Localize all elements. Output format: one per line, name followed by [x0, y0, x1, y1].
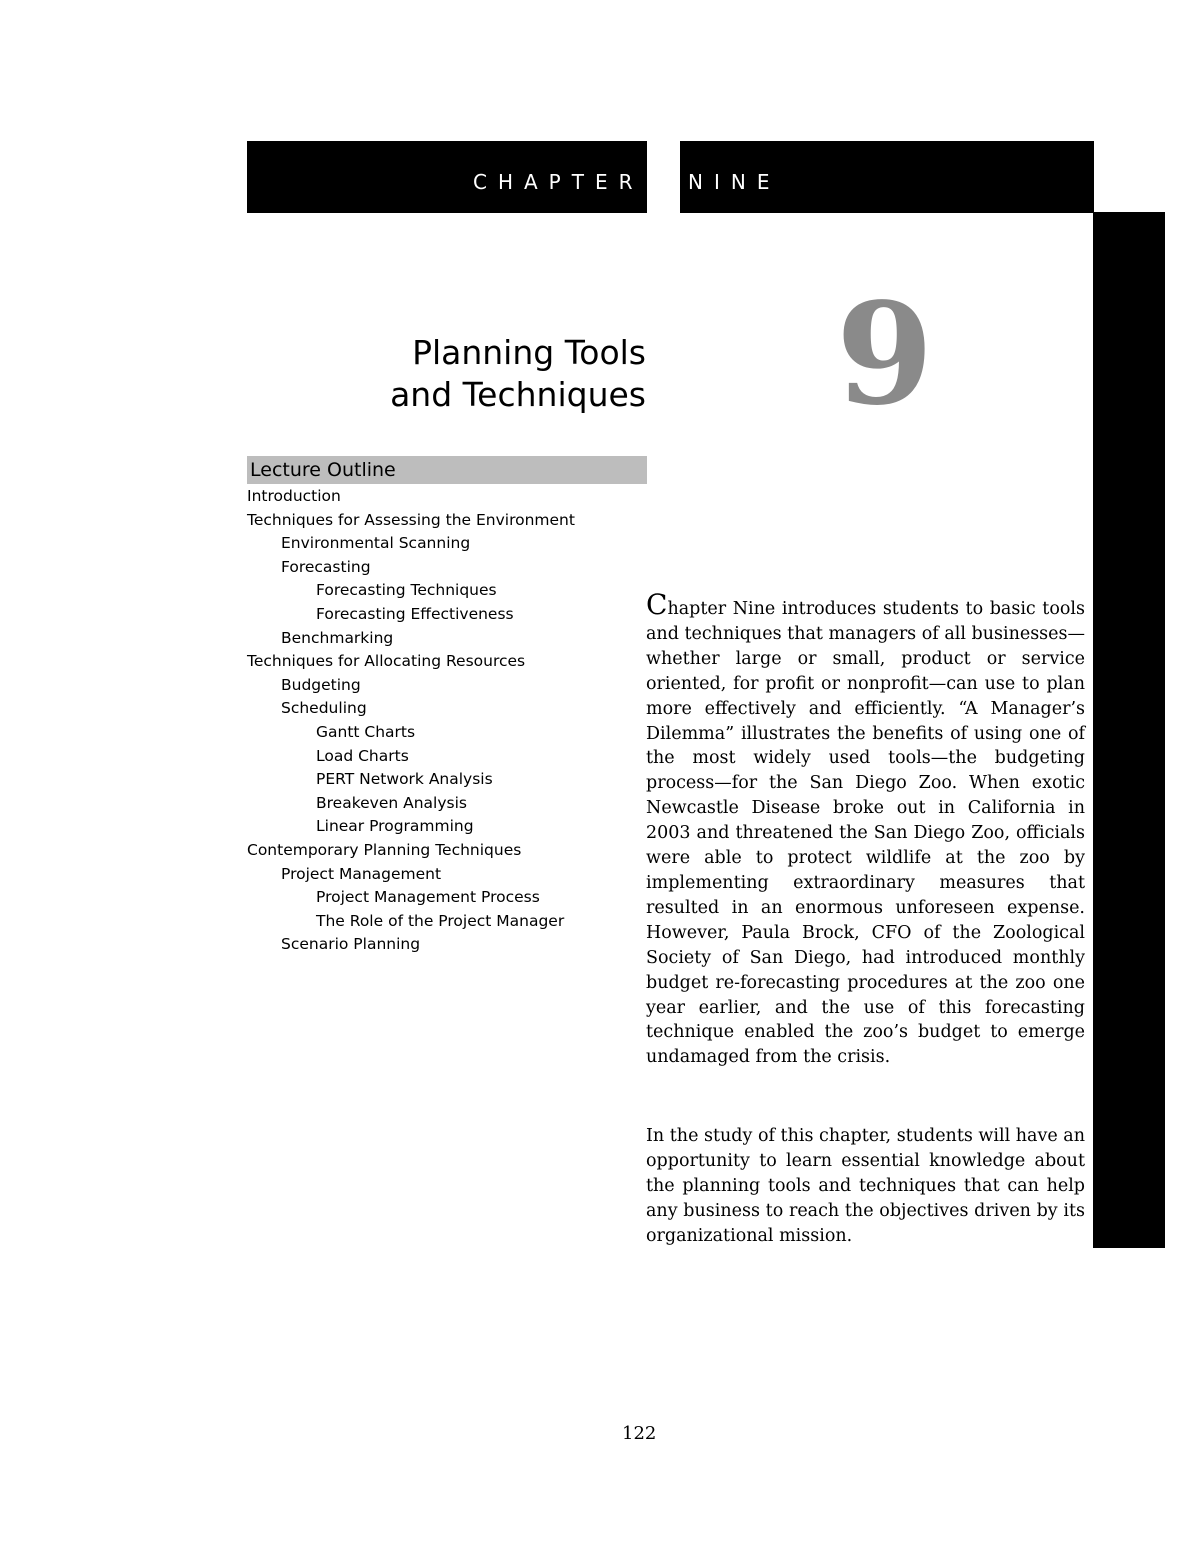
- outline-item: Introduction: [247, 487, 341, 505]
- outline-item: Linear Programming: [316, 817, 474, 836]
- chapter-number-word: NINE: [688, 170, 781, 194]
- outline-item: Techniques for Assessing the Environment: [247, 510, 575, 529]
- outline-item: Benchmarking: [281, 628, 394, 647]
- outline-item: Environmental Scanning: [281, 534, 471, 553]
- chapter-big-number: 9: [836, 273, 934, 437]
- outline-item: Breakeven Analysis: [316, 793, 467, 812]
- intro-dropcap: C: [646, 588, 668, 621]
- chapter-title: [390, 332, 646, 416]
- outline-item: Budgeting: [281, 675, 361, 694]
- outline-item: Forecasting Effectiveness: [316, 604, 514, 623]
- chapter-title-line2: and Techniques: [390, 375, 646, 414]
- chapter-title-line1: Planning Tools: [412, 333, 646, 372]
- outline-item: Techniques for Allocating Resources: [247, 652, 526, 671]
- outline-item: Forecasting Techniques: [316, 581, 497, 600]
- outline-item: Scheduling: [281, 699, 367, 718]
- outline-item: Project Management Process: [316, 888, 540, 907]
- intro-paragraph: [646, 588, 1085, 1070]
- outline-item: The Role of the Project Manager: [316, 911, 565, 930]
- outline-item: Gantt Charts: [316, 722, 416, 741]
- outline-item: PERT Network Analysis: [316, 770, 493, 789]
- page-number: 122: [622, 1423, 657, 1444]
- intro-text: hapter Nine introduces students to basic tools and techniques that managers of all businesses—whether large or small, product or service oriented, for profit or nonprofit—can use to plan more effectively and efficiently. “A Manager’s Dilemma” illustrates the benefits of using one of the most widely used tools—the budgeting process—for the San Diego Zoo. When exotic Newcastle Disease broke out in California in 2003 and threatened the San Diego Zoo, officials were able to protect wildlife at the zoo by implementing extraordinary measures that resulted in an enormous unforeseen expense. However, Paula Brock, CFO of the Zoological Society of San Diego, had introduced monthly budget re-forecasting procedures at the zoo one year earlier, and the use of this forecasting technique enabled the zoo’s budget to emerge undamaged from the crisis.: [646, 599, 1085, 1068]
- study-paragraph: In the study of this chapter, students will have an opportunity to learn essential knowledge about the planning tools and techniques that can help any business to reach the objectives driven by its organizational mission.: [646, 1126, 1085, 1246]
- outline-item: Scenario Planning: [281, 935, 421, 954]
- outline-item: Contemporary Planning Techniques: [247, 840, 522, 859]
- outline-item: Load Charts: [316, 746, 409, 765]
- lecture-outline-heading: Lecture Outline: [247, 456, 647, 484]
- outline-item: Forecasting: [281, 557, 371, 576]
- side-tab-bar: [1093, 212, 1165, 1248]
- lecture-outline-list: [247, 485, 575, 957]
- outline-item: Project Management: [281, 864, 442, 883]
- chapter-word: CHAPTER: [473, 170, 644, 194]
